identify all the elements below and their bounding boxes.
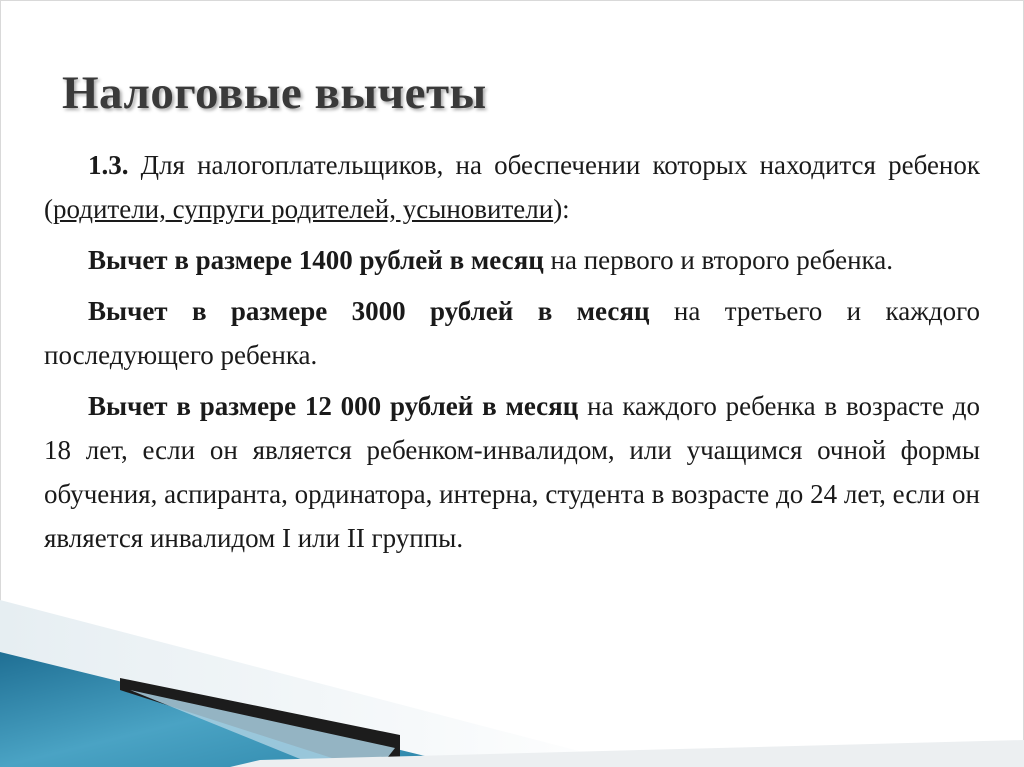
deduction-paragraph-3000: [44, 289, 980, 377]
slide-body: [44, 143, 980, 567]
decor-dark-stripe: [120, 678, 400, 767]
intro-text-end: ):: [553, 194, 570, 224]
deduction-text: на первого и второго ребенка.: [543, 245, 893, 275]
decor-light-stripe: [130, 690, 395, 767]
decor-pale-wedge: [0, 600, 640, 767]
deduction-paragraph-12000: [44, 384, 980, 560]
deduction-heading: Вычет в размере 1400 рублей в месяц: [88, 245, 544, 275]
intro-paragraph: [44, 143, 980, 231]
section-number: 1.3.: [88, 150, 129, 180]
intro-underlined-text: родители, супруги родителей, усыновители: [53, 194, 554, 224]
deduction-text: на каждого ребенка в возрасте до 18 лет, если он является ребенком-инвалидом, или учащимся очной формы обучения, аспиранта, ординатора, интерна, студента в возрасте до 24 лет, если он является инвалидом I или II группы.: [44, 391, 980, 553]
deduction-heading: Вычет в размере 12 000 рублей в месяц: [88, 391, 579, 421]
decor-bottom-shadow: [230, 740, 1024, 767]
slide-title: Налоговые вычеты: [62, 67, 487, 119]
decor-blue-wedge: [0, 652, 470, 767]
deduction-heading: Вычет в размере 3000 рублей в месяц: [88, 296, 650, 326]
deduction-paragraph-1400: [44, 238, 980, 282]
deduction-text: на третьего и каждого последующего ребенка.: [44, 296, 980, 370]
intro-text: Для налогоплательщиков, на обеспечении которых находится ребенок (: [44, 150, 980, 224]
